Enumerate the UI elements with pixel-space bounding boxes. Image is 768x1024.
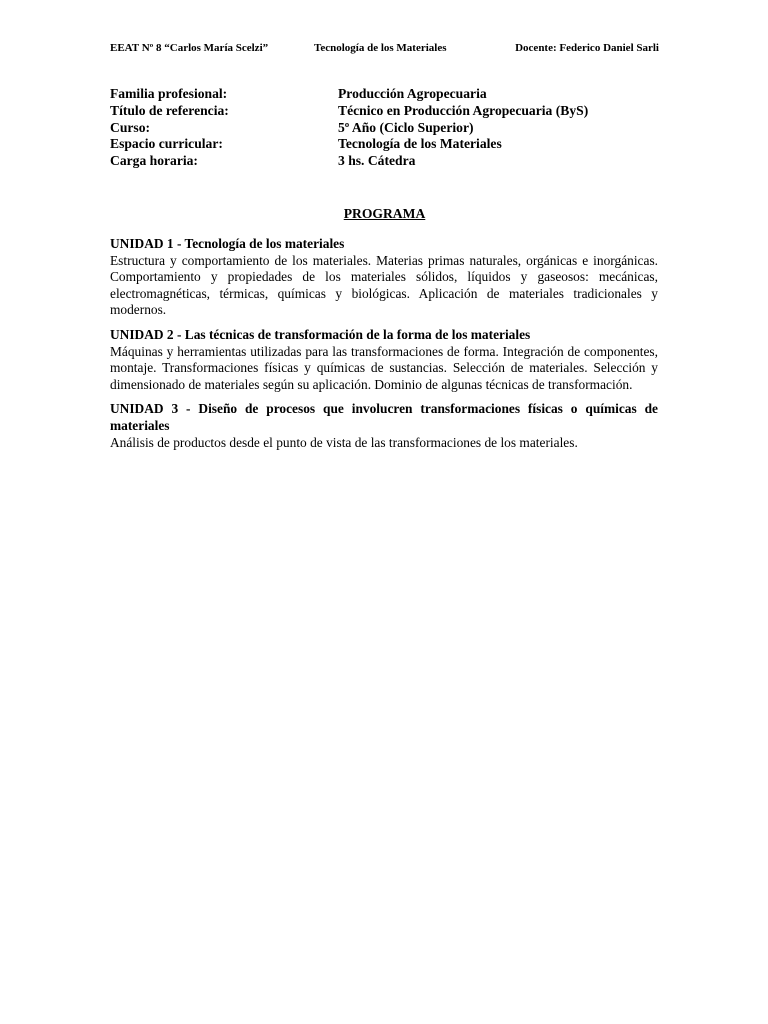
unit-title: UNIDAD 3 - Diseño de procesos que involucren transformaciones físicas o químicas de materiales [110, 401, 658, 433]
unit-2 [110, 327, 658, 393]
info-label: Carga horaria: [110, 153, 198, 169]
info-row-curricular-space [110, 136, 659, 153]
info-label: Familia profesional: [110, 86, 228, 101]
unit-1 [110, 236, 658, 319]
unit-body: Máquinas y herramientas utilizadas para las transformaciones de forma. Integración de componentes, montaje. Transformaciones físicas y químicas de sustancias. Selección de materiales. Selección y dimensionado de materiales según su aplicación. Dominio de algunas técnicas de transformación. [110, 343, 658, 392]
info-row-title [110, 103, 659, 120]
unit-title: UNIDAD 2 - Las técnicas de transformación de la forma de los materiales [110, 326, 531, 342]
unit-body: Estructura y comportamiento de los materiales. Materias primas naturales, orgánicas e inorgánicas. Comportamiento y propiedades de los materiales sólidos, líquidos y gaseosos: mecánicas, electromagnéticas, térmicas, químicas y biológicas. Aplicación de materiales tradicionales y modernos. [110, 252, 658, 318]
info-row-course [110, 120, 659, 137]
program-title: PROGRAMA [343, 206, 426, 221]
info-label: Espacio curricular: [110, 136, 223, 152]
header-subject: Tecnología de los Materiales [314, 42, 447, 54]
course-info-table [110, 86, 659, 170]
unit-title: UNIDAD 1 - Tecnología de los materiales [110, 236, 345, 251]
info-value: 5º Año (Ciclo Superior) [338, 119, 474, 135]
info-value: Tecnología de los Materiales [338, 136, 502, 152]
info-value: 3 hs. Cátedra [338, 153, 416, 169]
info-value: Técnico en Producción Agropecuaria (ByS) [338, 102, 589, 118]
unit-body: Análisis de productos desde el punto de vista de las transformaciones de los materiales. [110, 434, 578, 450]
info-label: Título de referencia: [110, 102, 229, 118]
header-teacher: Docente: Federico Daniel Sarli [515, 42, 659, 54]
unit-3 [110, 401, 658, 451]
info-label: Curso: [110, 119, 151, 135]
units-list [110, 236, 658, 459]
info-row-family [110, 86, 659, 103]
info-row-hours [110, 153, 659, 170]
info-value: Producción Agropecuaria [338, 86, 487, 101]
header-school: EEAT Nº 8 “Carlos María Scelzi” [110, 42, 269, 54]
